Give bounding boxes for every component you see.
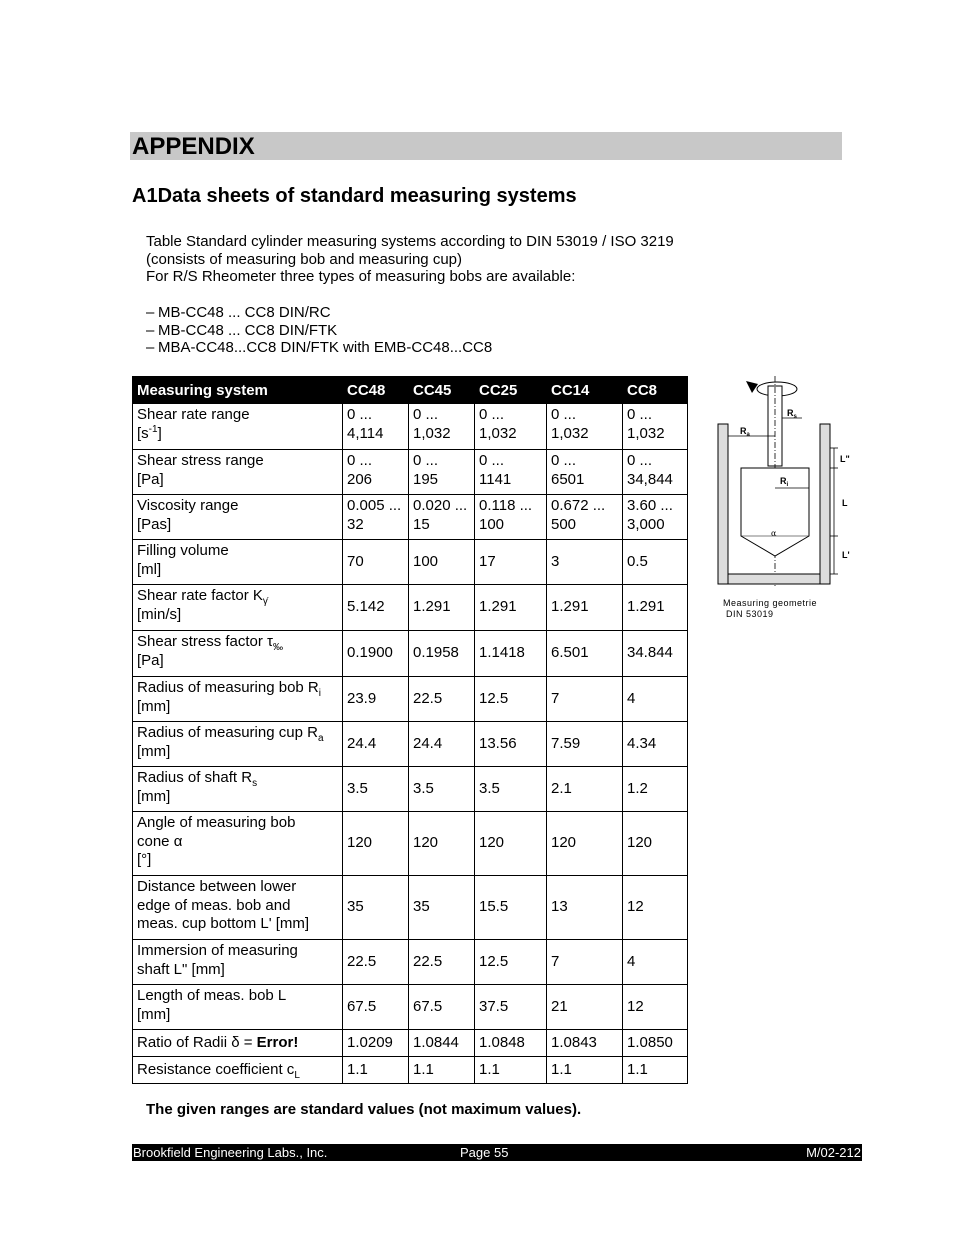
- table-cell: 1.291: [475, 585, 547, 631]
- table-cell: 120: [343, 812, 409, 876]
- row-label: Viscosity range [Pas]: [133, 495, 343, 540]
- table-cell: 0 ... 6501: [547, 450, 623, 495]
- table-row: [133, 450, 688, 495]
- table-cell: 24.4: [343, 722, 409, 767]
- appendix-heading-bar: [130, 132, 842, 160]
- table-cell: 0.5: [623, 540, 688, 585]
- table-cell: 3.60 ... 3,000: [623, 495, 688, 540]
- cup-bottom: [728, 574, 820, 584]
- table-cell: 1.0850: [623, 1030, 688, 1057]
- list-item-text: MBA-CC48...CC8 DIN/FTK with EMB-CC48...CC8: [158, 339, 493, 356]
- table-cell: 1.291: [623, 585, 688, 631]
- bullet-marker: –: [146, 321, 155, 339]
- table-cell: 0 ... 34,844: [623, 450, 688, 495]
- table-cell: 3.5: [409, 767, 475, 812]
- table-cell: 24.4: [409, 722, 475, 767]
- bullet-marker: –: [146, 339, 155, 356]
- table-header-row: [133, 377, 688, 404]
- list-item: [146, 339, 492, 357]
- measuring-geometry-diagram: [712, 376, 852, 626]
- table-cell: 0 ... 4,114: [343, 404, 409, 450]
- table-row: [133, 1057, 688, 1084]
- table-cell: 2.1: [547, 767, 623, 812]
- cup-wall-right: [820, 424, 830, 584]
- table-cell: 7: [547, 940, 623, 985]
- alpha-label: α: [771, 529, 777, 538]
- row-label: Shear stress factor $\tau_‰$ [Pa]: [133, 631, 343, 677]
- table-row: [133, 722, 688, 767]
- table-cell: 15.5: [475, 876, 547, 940]
- diagram-caption: [723, 598, 817, 620]
- table-cell: 0 ... 1,032: [475, 404, 547, 450]
- table-cell: 1.1: [409, 1057, 475, 1084]
- table-cell: 1.0844: [409, 1030, 475, 1057]
- column-header: Measuring system: [133, 377, 343, 404]
- row-label: Shear stress range [Pa]: [133, 450, 343, 495]
- measuring-bob: [741, 468, 809, 556]
- l-label: L: [842, 498, 848, 508]
- lp-label: L': [842, 550, 850, 560]
- table-row: [133, 1030, 688, 1057]
- table-cell: 1.0848: [475, 1030, 547, 1057]
- intro-line: Table Standard cylinder measuring systems according to DIN 53019 / ISO 3219: [146, 233, 674, 250]
- table-cell: 1.291: [547, 585, 623, 631]
- measuring-systems-table: [132, 376, 688, 1084]
- table-cell: 7.59: [547, 722, 623, 767]
- intro-line: For R/S Rheometer three types of measuring bobs are available:: [146, 268, 576, 285]
- table-cell: 0.1958: [409, 631, 475, 677]
- table-cell: 35: [409, 876, 475, 940]
- appendix-heading: APPENDIX: [132, 133, 255, 160]
- caption-line: Measuring geometrie: [723, 598, 818, 608]
- table-cell: 0 ... 1,032: [623, 404, 688, 450]
- bullet-marker: –: [146, 304, 155, 321]
- intro-text: [146, 233, 674, 286]
- list-item-text: MB-CC48 ... CC8 DIN/FTK: [158, 321, 338, 339]
- table-cell: 37.5: [475, 985, 547, 1030]
- table-cell: 12: [623, 985, 688, 1030]
- table-row: [133, 767, 688, 812]
- table-cell: 0 ... 206: [343, 450, 409, 495]
- table-cell: 1.2: [623, 767, 688, 812]
- table-cell: 120: [409, 812, 475, 876]
- table-cell: 4: [623, 940, 688, 985]
- list-item: [146, 304, 492, 322]
- table-cell: 4.34: [623, 722, 688, 767]
- table-cell: 12.5: [475, 940, 547, 985]
- table-row: [133, 585, 688, 631]
- table-cell: 13.56: [475, 722, 547, 767]
- table-row: [133, 985, 688, 1030]
- lpp-label: L": [840, 454, 850, 464]
- table-row: [133, 540, 688, 585]
- table-cell: 1.0209: [343, 1030, 409, 1057]
- table-cell: 0.118 ... 100: [475, 495, 547, 540]
- column-header: CC14: [547, 377, 623, 404]
- row-label: Immersion of measuring shaft L" [mm]: [133, 940, 343, 985]
- table-cell: 0.672 ... 500: [547, 495, 623, 540]
- column-header: CC45: [409, 377, 475, 404]
- rs-label: $R_s$: [787, 408, 797, 420]
- row-label: Ratio of Radii δ = Error!: [133, 1030, 343, 1057]
- cup-wall-left: [718, 424, 728, 584]
- bob-type-list: [146, 304, 492, 357]
- table-cell: 23.9: [343, 677, 409, 722]
- table-row: [133, 631, 688, 677]
- row-label: Distance between lower edge of meas. bob and meas. cup bottom L' [mm]: [133, 876, 343, 940]
- table-cell: 0 ... 1141: [475, 450, 547, 495]
- column-header: CC48: [343, 377, 409, 404]
- table-cell: 1.291: [409, 585, 475, 631]
- table-cell: 1.1: [475, 1057, 547, 1084]
- table-cell: 3: [547, 540, 623, 585]
- table-cell: 7: [547, 677, 623, 722]
- rotation-arrowhead-icon: [746, 381, 758, 393]
- ri-label: $R_i$: [780, 476, 789, 488]
- section-title: A1Data sheets of standard measuring systems: [132, 185, 577, 207]
- table-row: [133, 876, 688, 940]
- standard-values-note: The given ranges are standard values (not maximum values).: [146, 1101, 582, 1118]
- table-cell: 1.1418: [475, 631, 547, 677]
- list-item: [146, 322, 492, 340]
- table-cell: 1.1: [343, 1057, 409, 1084]
- table-cell: 1.0843: [547, 1030, 623, 1057]
- table-cell: 0.020 ... 15: [409, 495, 475, 540]
- table-cell: 67.5: [343, 985, 409, 1030]
- table-cell: 100: [409, 540, 475, 585]
- table-cell: 34.844: [623, 631, 688, 677]
- table-cell: 0 ... 195: [409, 450, 475, 495]
- footer-page-number: Page 55: [460, 1145, 509, 1160]
- table-cell: 13: [547, 876, 623, 940]
- row-label: Resistance coefficient $c_L$: [133, 1057, 343, 1084]
- table-cell: 120: [547, 812, 623, 876]
- intro-line: (consists of measuring bob and measuring cup): [146, 250, 462, 268]
- table-cell: 1.1: [623, 1057, 688, 1084]
- page-footer: [132, 1144, 862, 1161]
- table-cell: 3.5: [343, 767, 409, 812]
- table-cell: 0.1900: [343, 631, 409, 677]
- table-cell: 35: [343, 876, 409, 940]
- table-cell: 0 ... 1,032: [547, 404, 623, 450]
- table-cell: 4: [623, 677, 688, 722]
- table-cell: 17: [475, 540, 547, 585]
- row-label: Shear rate factor $K_{\gammȧ}$ [min/s]: [133, 585, 343, 631]
- table-row: [133, 495, 688, 540]
- footer-company: Brookfield Engineering Labs., Inc.: [133, 1145, 328, 1160]
- table-cell: 5.142: [343, 585, 409, 631]
- caption-line: DIN 53019: [726, 609, 774, 619]
- row-label: Filling volume [ml]: [133, 540, 343, 585]
- table-row: [133, 677, 688, 722]
- table-row: [133, 812, 688, 876]
- table-cell: 22.5: [343, 940, 409, 985]
- table-cell: 67.5: [409, 985, 475, 1030]
- table-cell: 1.1: [547, 1057, 623, 1084]
- table-row: [133, 940, 688, 985]
- row-label: Angle of measuring bob cone α [°]: [133, 812, 343, 876]
- table-cell: 120: [623, 812, 688, 876]
- row-label: Radius of measuring cup $R_a$ [mm]: [133, 722, 343, 767]
- column-header: CC25: [475, 377, 547, 404]
- list-item-text: MB-CC48 ... CC8 DIN/RC: [158, 304, 331, 321]
- table-cell: 22.5: [409, 940, 475, 985]
- table-cell: 0.005 ... 32: [343, 495, 409, 540]
- table-cell: 0 ... 1,032: [409, 404, 475, 450]
- table-cell: 12: [623, 876, 688, 940]
- row-label: Shear rate range $[s^{-1}]$: [133, 404, 343, 450]
- table-body: [133, 404, 688, 1084]
- footer-doc-id: M/02-212: [806, 1145, 861, 1160]
- table-cell: 21: [547, 985, 623, 1030]
- table-cell: 22.5: [409, 677, 475, 722]
- row-label: Radius of measuring bob $R_i$ [mm]: [133, 677, 343, 722]
- table-cell: 120: [475, 812, 547, 876]
- table-cell: 3.5: [475, 767, 547, 812]
- row-label: Length of meas. bob L [mm]: [133, 985, 343, 1030]
- table-row: [133, 404, 688, 450]
- table-cell: 6.501: [547, 631, 623, 677]
- table-cell: 70: [343, 540, 409, 585]
- ra-label: $R_a$: [740, 426, 750, 438]
- column-header: CC8: [623, 377, 688, 404]
- row-label: Radius of shaft $R_s$ [mm]: [133, 767, 343, 812]
- table-cell: 12.5: [475, 677, 547, 722]
